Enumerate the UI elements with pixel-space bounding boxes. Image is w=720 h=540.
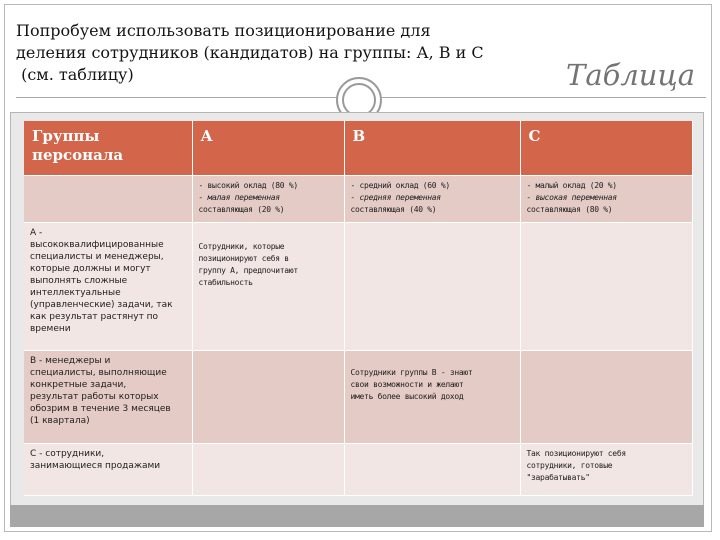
group-a-label-cell — [24, 222, 192, 350]
salary-c-cell — [520, 175, 692, 222]
personnel-groups-table — [24, 121, 693, 496]
group-c-label-cell — [24, 443, 192, 495]
salary-b-line-2: - средняя переменная — [350, 192, 441, 202]
header-line-3: (см. таблицу) — [16, 65, 134, 84]
salary-row — [24, 175, 692, 222]
group-a-a-cell — [192, 222, 344, 350]
header-b: В — [344, 121, 520, 175]
group-c-row — [24, 443, 692, 495]
group-a-label-line-6: интеллектуальные — [30, 287, 121, 298]
group-b-row — [24, 350, 692, 443]
group-a-label-line-8: как результат растянут по — [30, 311, 159, 322]
group-a-c-cell — [520, 222, 692, 350]
salary-a-cell — [192, 175, 344, 222]
table-header-row — [24, 121, 692, 175]
group-a-row — [24, 222, 692, 350]
group-a-a-line-3: группу А, предпочитают — [198, 265, 298, 275]
group-c-c-line-2: сотрудники, готовые — [526, 460, 613, 470]
group-a-label-line-4: которые должны и могут — [30, 263, 151, 274]
group-a-label-line-9: времени — [30, 323, 71, 334]
group-c-c-cell — [520, 443, 692, 495]
salary-c-line-1: - малый оклад (20 %) — [526, 180, 617, 190]
salary-b-line-3: составляющая (40 %) — [350, 204, 437, 214]
group-a-a-line-4: стабильность — [198, 277, 253, 287]
salary-a-line-1: - высокий оклад (80 %) — [198, 180, 298, 190]
header-c: С — [520, 121, 692, 175]
group-a-label-line-5: выполнять сложные — [30, 275, 128, 286]
slide-title: Таблица — [566, 58, 695, 92]
group-b-label-line-5: обозрим в течение 3 месяцев — [30, 403, 171, 414]
salary-a-line-2: - малая переменная — [198, 192, 280, 202]
bottom-bar — [10, 505, 704, 527]
salary-b-cell — [344, 175, 520, 222]
group-b-label-line-2: специалисты, выполняющие — [30, 367, 167, 378]
group-c-label-line-2: занимающиеся продажами — [30, 460, 161, 471]
salary-c-line-3: составляющая (80 %) — [526, 204, 613, 214]
header-groups: Группы персонала — [24, 121, 192, 175]
group-a-label-line-2: высококвалифицированные — [30, 239, 164, 250]
group-b-b-line-2: свои возможности и желают — [350, 379, 464, 389]
group-b-a-cell — [192, 350, 344, 443]
group-b-b-line-1: Сотрудники группы В - знают — [350, 367, 473, 377]
group-c-label-line-1: С - сотрудники, — [30, 448, 105, 459]
group-b-label-cell — [24, 350, 192, 443]
group-b-b-line-3: иметь более высокий доход — [350, 391, 464, 401]
header-line-1: Попробуем использовать позиционирование для — [16, 21, 431, 40]
group-c-c-line-1: Так позиционируют себя — [526, 448, 626, 458]
group-c-b-cell — [344, 443, 520, 495]
salary-label-cell — [24, 175, 192, 222]
group-a-b-cell — [344, 222, 520, 350]
group-a-label-line-7: (управленческие) задачи, так — [30, 299, 173, 310]
group-b-label-line-6: (1 квартала) — [30, 415, 90, 426]
group-a-a-line-2: позиционируют себя в — [198, 253, 289, 263]
header-line-2: деления сотрудников (кандидатов) на группы: А, В и С — [16, 43, 484, 62]
group-a-label-line-1: А - — [30, 227, 43, 238]
group-b-label-line-3: конкретные задачи, — [30, 379, 127, 390]
group-c-c-line-3: "зарабатывать" — [526, 472, 590, 482]
group-b-label-line-1: В - менеджеры и — [30, 355, 111, 366]
header-a: А — [192, 121, 344, 175]
salary-a-line-3: составляющая (20 %) — [198, 204, 285, 214]
header-divider-left — [16, 97, 338, 98]
group-b-b-cell — [344, 350, 520, 443]
salary-c-line-2: - высокая переменная — [526, 192, 617, 202]
salary-b-line-1: - средний оклад (60 %) — [350, 180, 450, 190]
group-a-a-line-1: Сотрудники, которые — [198, 241, 285, 251]
group-a-label-line-3: специалисты и менеджеры, — [30, 251, 164, 262]
group-b-label-line-4: результат работы которых — [30, 391, 159, 402]
header-divider-right — [382, 97, 706, 98]
group-b-c-cell — [520, 350, 692, 443]
group-c-a-cell — [192, 443, 344, 495]
header-text — [16, 20, 536, 86]
